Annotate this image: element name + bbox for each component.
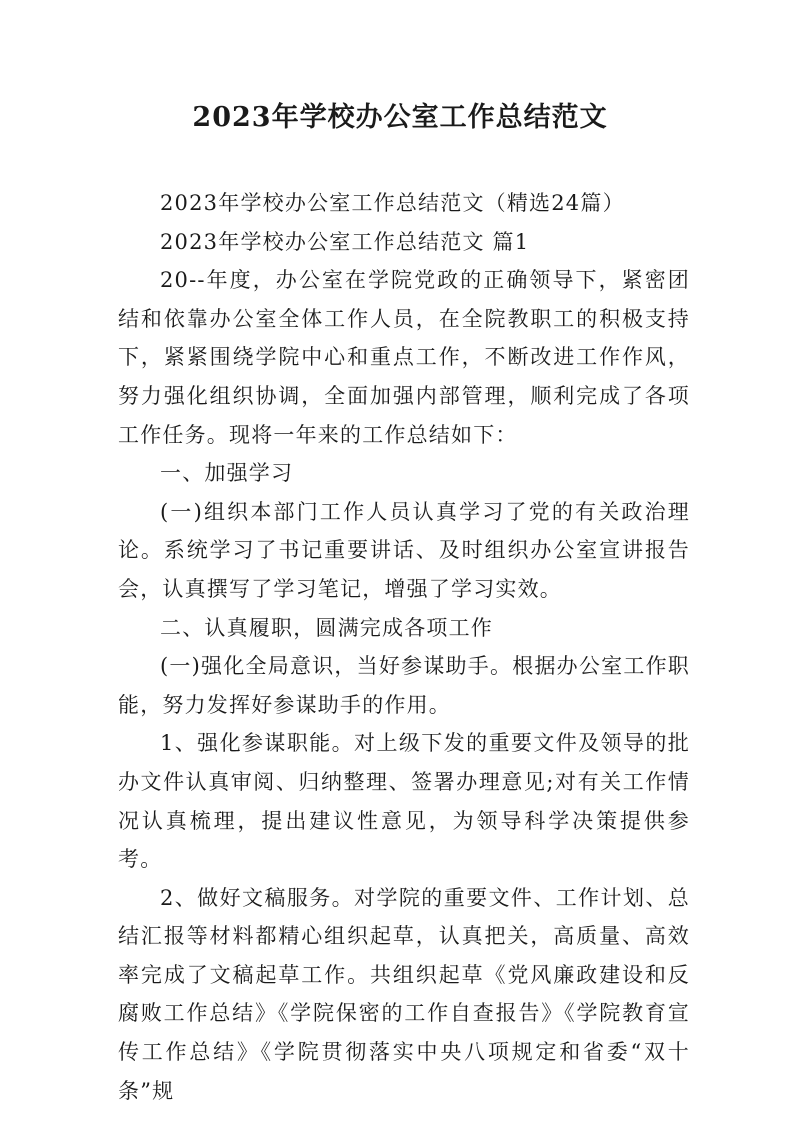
paragraph-heading-2: 二、认真履职，圆满完成各项工作 (160, 615, 493, 640)
paragraph-advisory: 1、强化参谋职能。对上级下发的重要文件及领导的批办文件认真审阅、归纳整理、签署办理意见;对有关工作情况认真梳理，提出建议性意见，为领导科学决策提供参考。 (118, 731, 690, 872)
paragraph-heading-1: 一、加强学习 (160, 461, 294, 486)
document-body (118, 184, 690, 1110)
document-title: 2023年学校办公室工作总结范文 (192, 102, 608, 133)
paragraph-global-awareness: (一)强化全局意识，当好参谋助手。根据办公室工作职能，努力发挥好参谋助手的作用。 (118, 654, 690, 717)
paragraph-drafting: 2、做好文稿服务。对学院的重要文件、工作计划、总结汇报等材料都精心组织起草，认真把关，高质量、高效率完成了文稿起草工作。共组织起草《党风廉政建设和反腐败工作总结》《学院保密的工作自查报告》《学院教育宣传工作总结》《学院贯彻落实中央八项规定和省委“双十条”规 (118, 885, 690, 1103)
paragraph-subtitle: 2023年学校办公室工作总结范文（精选24篇） (160, 191, 625, 215)
paragraph-section-heading: 2023年学校办公室工作总结范文 篇1 (160, 229, 530, 254)
paragraph-study: (一)组织本部门工作人员认真学习了党的有关政治理论。系统学习了书记重要讲话、及时组织办公室宣讲报告会，认真撰写了学习笔记，增强了学习实效。 (118, 499, 690, 601)
paragraph-intro: 20--年度，办公室在学院党政的正确领导下，紧密团结和依靠办公室全体工作人员，在全院教职工的积极支持下，紧紧围绕学院中心和重点工作，不断改进工作作风，努力强化组织协调，全面加强内部管理，顺利完成了各项工作任务。现将一年来的工作总结如下： (118, 268, 690, 447)
